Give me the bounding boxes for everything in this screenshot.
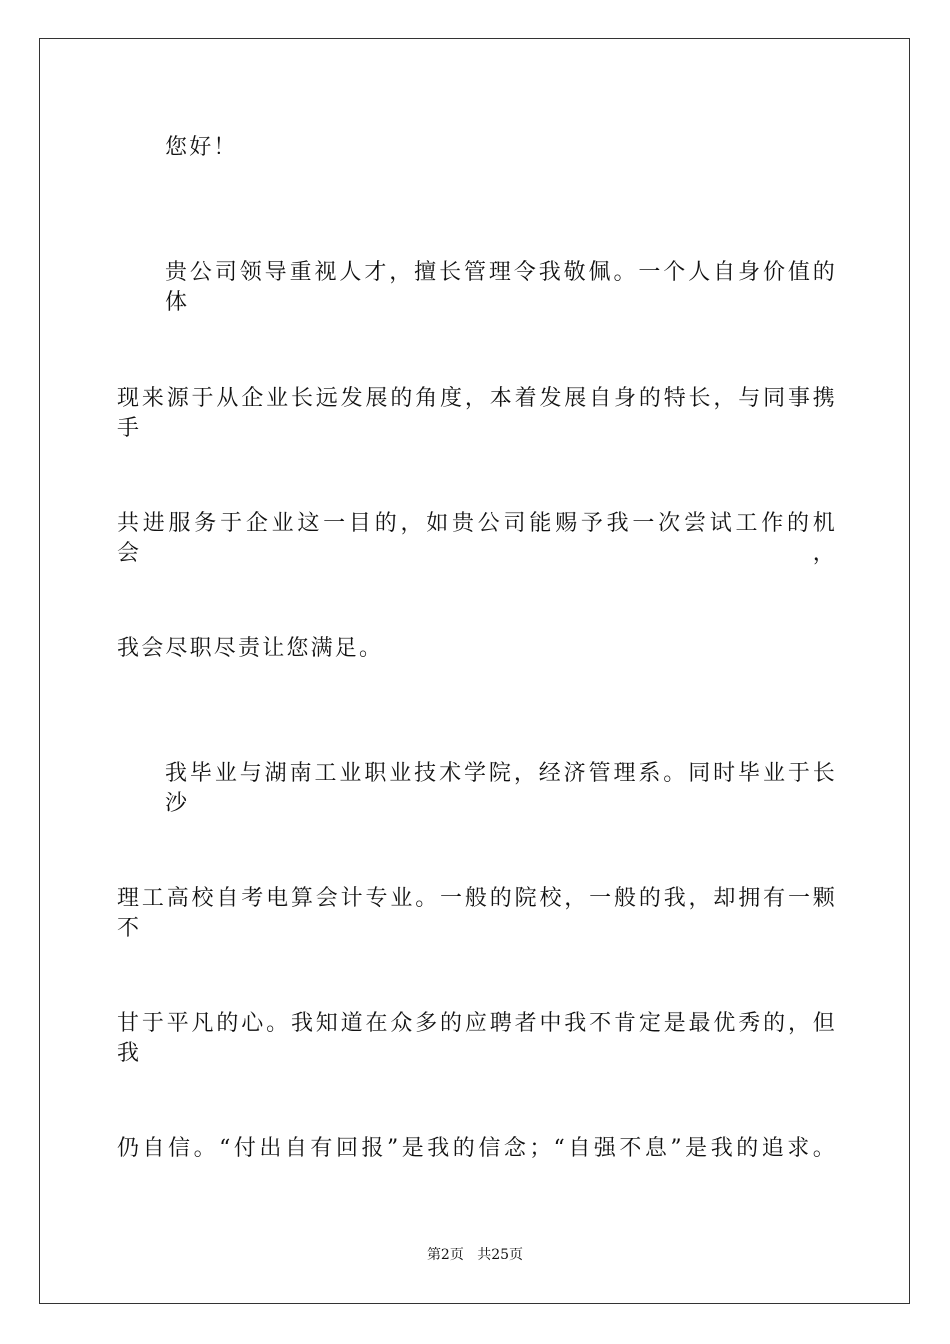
paragraph-line: 甘于平凡的心。我知道在众多的应聘者中我不肯定是最优秀的，但我: [117, 1011, 837, 1066]
greeting-line: 您好！: [165, 135, 238, 160]
paragraph-line: 共进服务于企业这一目的，如贵公司能赐予我一次尝试工作的机会，: [117, 511, 837, 566]
paragraph-line: 我毕业与湖南工业职业技术学院，经济管理系。同时毕业于长沙: [165, 761, 837, 816]
paragraph-line: 仍自信。“付出自有回报”是我的信念；“自强不息”是我的追求。: [117, 1136, 837, 1161]
page-number: 第2页: [426, 1247, 464, 1263]
page-footer: [0, 1246, 950, 1264]
paragraph-line: 理工高校自考电算会计专业。一般的院校，一般的我，却拥有一颗不: [117, 886, 837, 941]
paragraph-line: 现来源于从企业长远发展的角度，本着发展自身的特长，与同事携手: [117, 386, 837, 441]
page-border: [39, 38, 910, 1304]
paragraph-line: 贵公司领导重视人才，擅长管理令我敬佩。一个人自身价值的体: [165, 260, 837, 315]
paragraph-line: 我会尽职尽责让您满足。: [117, 636, 384, 661]
page-total: 共25页: [477, 1247, 524, 1263]
